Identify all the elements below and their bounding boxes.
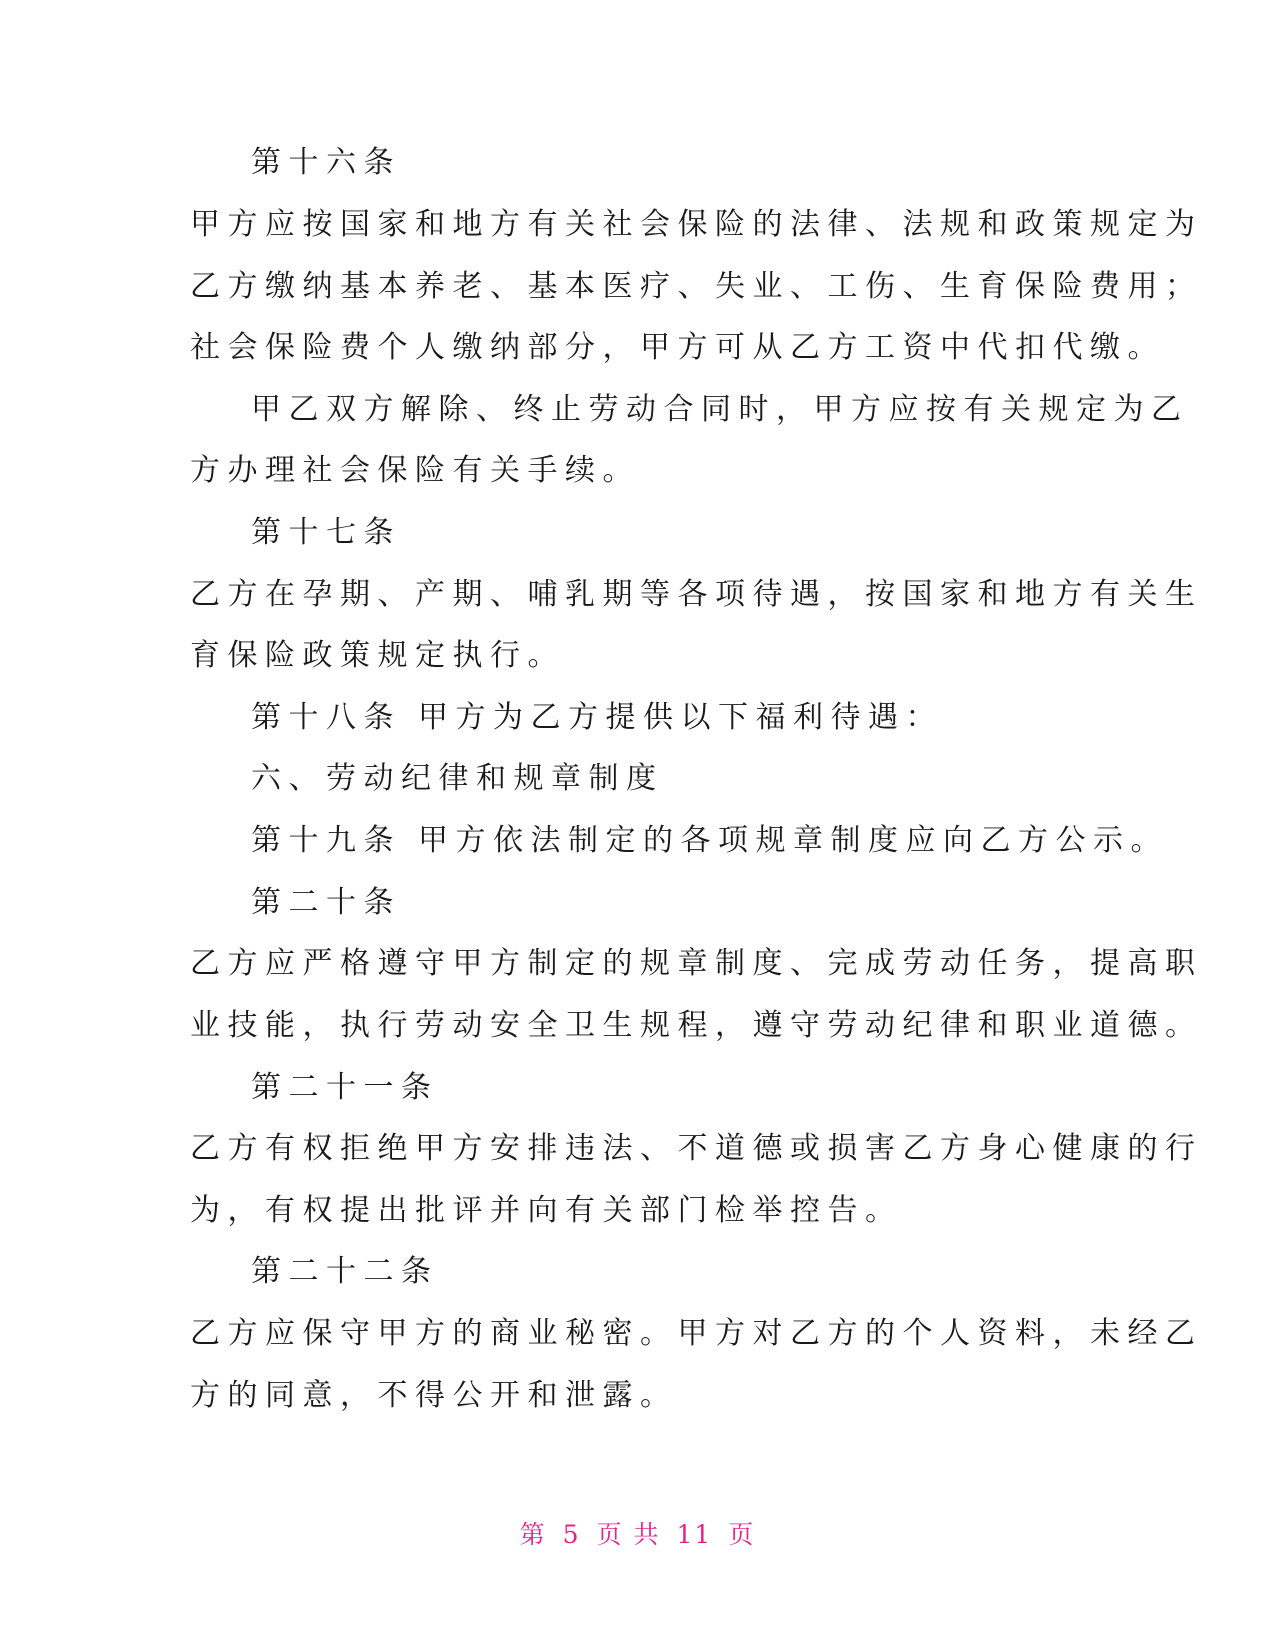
- paragraph-line: 甲方应按国家和地方有关社会保险的法律、法规和政策规定为: [190, 207, 1203, 242]
- article-20-heading: 第二十条: [251, 885, 401, 920]
- article-17-heading: 第十七条: [251, 515, 401, 550]
- paragraph-line: 方的同意，不得公开和泄露。: [190, 1378, 678, 1413]
- article-18-line: 第十八条 甲方为乙方提供以下福利待遇：: [251, 700, 944, 735]
- paragraph-line: 乙方应保守甲方的商业秘密。甲方对乙方的个人资料，未经乙: [190, 1316, 1203, 1351]
- footer-suffix: 页: [728, 1520, 756, 1549]
- paragraph-line: 乙方应严格遵守甲方制定的规章制度、完成劳动任务，提高职: [190, 946, 1203, 981]
- paragraph-line: 乙方在孕期、产期、哺乳期等各项待遇，按国家和地方有关生: [190, 577, 1203, 612]
- section-6-heading: 六、劳动纪律和规章制度: [251, 761, 664, 796]
- current-page-number: 5: [562, 1520, 581, 1549]
- paragraph-line: 乙方缴纳基本养老、基本医疗、失业、工伤、生育保险费用；: [190, 269, 1203, 304]
- paragraph-line: 为，有权提出批评并向有关部门检举控告。: [190, 1193, 903, 1228]
- article-19-line: 第十九条 甲方依法制定的各项规章制度应向乙方公示。: [251, 823, 1169, 858]
- footer-middle: 页 共: [596, 1520, 661, 1549]
- paragraph-line: 业技能，执行劳动安全卫生规程，遵守劳动纪律和职业道德。: [190, 1008, 1203, 1043]
- paragraph-line: 方办理社会保险有关手续。: [190, 453, 640, 488]
- article-21-heading: 第二十一条: [251, 1070, 439, 1105]
- paragraph-line: 社会保险费个人缴纳部分，甲方可从乙方工资中代扣代缴。: [190, 330, 1165, 365]
- article-16-heading: 第十六条: [251, 145, 401, 180]
- total-pages-number: 11: [676, 1520, 713, 1549]
- footer-prefix: 第: [519, 1520, 547, 1549]
- paragraph-line: 甲乙双方解除、终止劳动合同时，甲方应按有关规定为乙: [251, 392, 1189, 427]
- paragraph-line: 育保险政策规定执行。: [190, 638, 565, 673]
- article-22-heading: 第二十二条: [251, 1254, 439, 1289]
- paragraph-line: 乙方有权拒绝甲方安排违法、不道德或损害乙方身心健康的行: [190, 1131, 1203, 1166]
- page-footer: [0, 1518, 1275, 1552]
